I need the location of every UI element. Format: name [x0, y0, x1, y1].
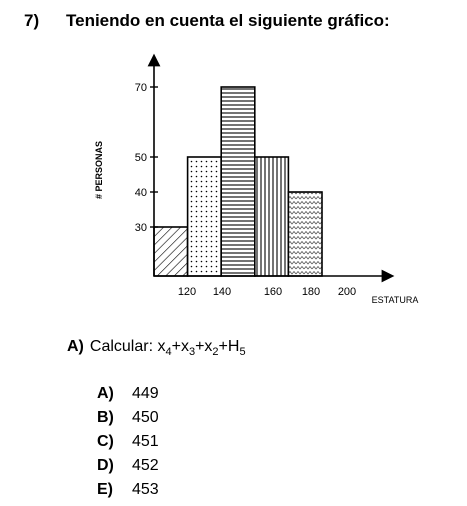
expression-term-3: +H: [218, 338, 240, 355]
expression-subscript-3: 5: [239, 346, 246, 359]
part-a-label: A): [67, 338, 84, 355]
part-a: [67, 338, 246, 358]
option-letter: B): [97, 409, 114, 426]
expression-term-2: +x: [195, 338, 213, 355]
expression-subscript-1: 3: [188, 346, 196, 359]
expression-term-1: +x: [171, 338, 189, 355]
option-b[interactable]: [97, 406, 159, 430]
option-e[interactable]: [97, 478, 159, 502]
y-tick-label-0: 30: [134, 222, 147, 234]
expression-subscript-0: 4: [165, 346, 172, 359]
histogram-bar-2: [221, 87, 255, 276]
histogram-bar-3: [255, 157, 289, 276]
y-tick-label-3: 70: [134, 82, 147, 94]
option-value: 451: [132, 433, 159, 450]
option-letter: E): [97, 481, 113, 498]
histogram-bar-4: [288, 192, 322, 276]
option-letter: D): [97, 457, 114, 474]
x-tick-label-3: 180: [301, 286, 321, 298]
option-value: 450: [132, 409, 159, 426]
answer-options: [97, 382, 159, 502]
y-tick-label-1: 40: [134, 187, 147, 199]
option-value: 449: [132, 385, 159, 402]
option-value: 452: [132, 457, 159, 474]
part-a-prompt: Calcular:: [89, 338, 158, 355]
question-title: Teniendo en cuenta el siguiente gráfico:: [66, 11, 390, 30]
x-tick-label-4: 200: [337, 286, 357, 298]
x-tick-label-1: 140: [212, 286, 232, 298]
y-tick-label-2: 50: [134, 152, 147, 164]
x-tick-label-0: 120: [177, 286, 197, 298]
option-letter: A): [97, 385, 114, 402]
x-tick-label-2: 160: [263, 286, 283, 298]
option-c[interactable]: [97, 430, 159, 454]
x-axis-label: ESTATURA: [371, 295, 419, 305]
option-value: 453: [132, 481, 159, 498]
expression-subscript-2: 2: [212, 346, 219, 359]
histogram-bar-0: [154, 227, 188, 276]
question-number: 7): [24, 11, 40, 30]
part-a-expression: [157, 338, 246, 359]
option-a[interactable]: [97, 382, 159, 406]
expression-term-0: x: [157, 338, 166, 355]
y-axis-label: # PERSONAS: [94, 140, 104, 200]
option-letter: C): [97, 433, 114, 450]
option-d[interactable]: [97, 454, 159, 478]
histogram-bar-1: [188, 157, 222, 276]
